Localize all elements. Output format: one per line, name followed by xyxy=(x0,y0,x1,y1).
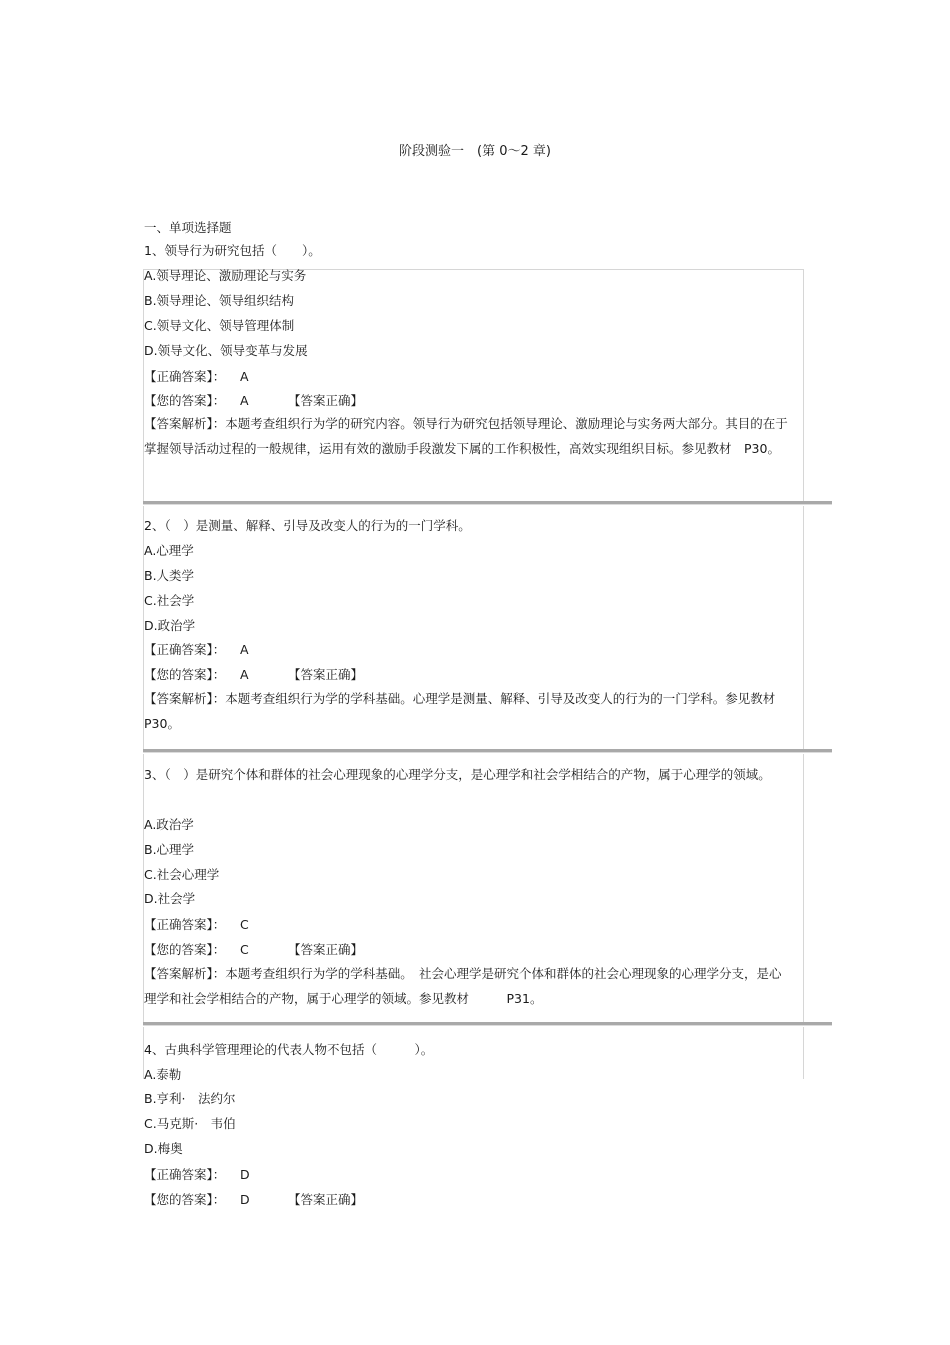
analysis-label: 【答案解析】 xyxy=(144,966,213,981)
q3-analysis xyxy=(144,961,794,1011)
q2-option-b: B.人类学 xyxy=(144,568,195,583)
q1-option-c: C.领导文化、领导管理体制 xyxy=(144,318,295,333)
q3-option-d: D.社会学 xyxy=(144,891,196,906)
q4-option-b: B.亨利· 法约尔 xyxy=(144,1091,236,1106)
yours-label: 【您的答案】： xyxy=(144,1192,226,1207)
correct-label: 【正确答案】： xyxy=(144,369,226,384)
verdict-badge: 【答案正确】 xyxy=(288,942,364,957)
q2-option-a: A.心理学 xyxy=(144,543,194,558)
q2-correct-answer xyxy=(144,641,288,659)
q2-option-d: D.政治学 xyxy=(144,618,196,633)
q1-analysis xyxy=(144,411,794,461)
correct-label: 【正确答案】： xyxy=(144,1167,226,1182)
section-heading: 一、单项选择题 xyxy=(144,220,232,235)
analysis-text: ：本题考查组织行为学的学科基础。 社会心理学是研究个体和群体的社会心理现象的心理学分支，是心理学和社会学相结合的产物，属于心理学的领域。参见教材 P31。 xyxy=(144,966,782,1006)
page-title: 阶段测验一 (第 0～2 章) xyxy=(399,144,551,159)
yours-label: 【您的答案】： xyxy=(144,667,226,682)
q4-option-d: D.梅奥 xyxy=(144,1141,183,1156)
correct-label: 【正确答案】： xyxy=(144,917,226,932)
correct-value: A xyxy=(240,642,249,657)
verdict-badge: 【答案正确】 xyxy=(288,667,364,682)
analysis-text: 本题考查组织行为学的学科基础。心理学是测量、解释、引导及改变人的行为的一门学科。参见教材 P30。 xyxy=(144,691,788,731)
q1-your-answer xyxy=(144,392,363,410)
q4-option-c: C.马克斯· 韦伯 xyxy=(144,1116,236,1131)
q1-option-d: D.领导文化、领导变革与发展 xyxy=(144,343,308,358)
q4-correct-answer xyxy=(144,1166,288,1184)
yours-label: 【您的答案】： xyxy=(144,942,226,957)
question-2-stem: 2、（ ）是测量、解释、引导及改变人的行为的一门学科。 xyxy=(144,518,471,533)
verdict-badge: 【答案正确】 xyxy=(288,1192,364,1207)
question-1-stem: 1、领导行为研究包括（ ）。 xyxy=(144,243,321,258)
q3-option-b: B.心理学 xyxy=(144,842,195,857)
correct-label: 【正确答案】： xyxy=(144,642,226,657)
q4-your-answer xyxy=(144,1191,363,1209)
q3-correct-answer xyxy=(144,916,288,934)
q1-option-a: A.领导理论、激励理论与实务 xyxy=(144,268,307,283)
analysis-label: 【答案解析】： xyxy=(144,416,226,431)
q3-your-answer xyxy=(144,941,363,959)
yours-value: D xyxy=(240,1192,250,1207)
question-4-stem: 4、古典科学管理理论的代表人物不包括（ ）。 xyxy=(144,1042,434,1057)
analysis-label: 【答案解析】： xyxy=(144,691,226,706)
q3-option-c: C.社会心理学 xyxy=(144,867,220,882)
q3-option-a: A.政治学 xyxy=(144,817,194,832)
verdict-badge: 【答案正确】 xyxy=(288,393,364,408)
yours-value: C xyxy=(240,942,249,957)
question-3-stem: 3、（ ）是研究个体和群体的社会心理现象的心理学分支，是心理学和社会学相结合的产物，属于心理学的领域。 xyxy=(144,767,771,782)
q1-correct-answer xyxy=(144,368,288,386)
yours-value: A xyxy=(240,393,249,408)
q2-your-answer xyxy=(144,666,363,684)
analysis-text: 本题考查组织行为学的研究内容。领导行为研究包括领导理论、激励理论与实务两大部分。其目的在于掌握领导活动过程的一般规律，运用有效的激励手段激发下属的工作积极性，高效实现组织目标。参见教材 P30。 xyxy=(144,416,788,456)
yours-label: 【您的答案】： xyxy=(144,393,226,408)
correct-value: D xyxy=(240,1167,250,1182)
q1-option-b: B.领导理论、领导组织结构 xyxy=(144,293,295,308)
q4-option-a: A.泰勒 xyxy=(144,1067,182,1082)
q2-analysis xyxy=(144,686,794,736)
yours-value: A xyxy=(240,667,249,682)
correct-value: C xyxy=(240,917,249,932)
q2-option-c: C.社会学 xyxy=(144,593,195,608)
correct-value: A xyxy=(240,369,249,384)
